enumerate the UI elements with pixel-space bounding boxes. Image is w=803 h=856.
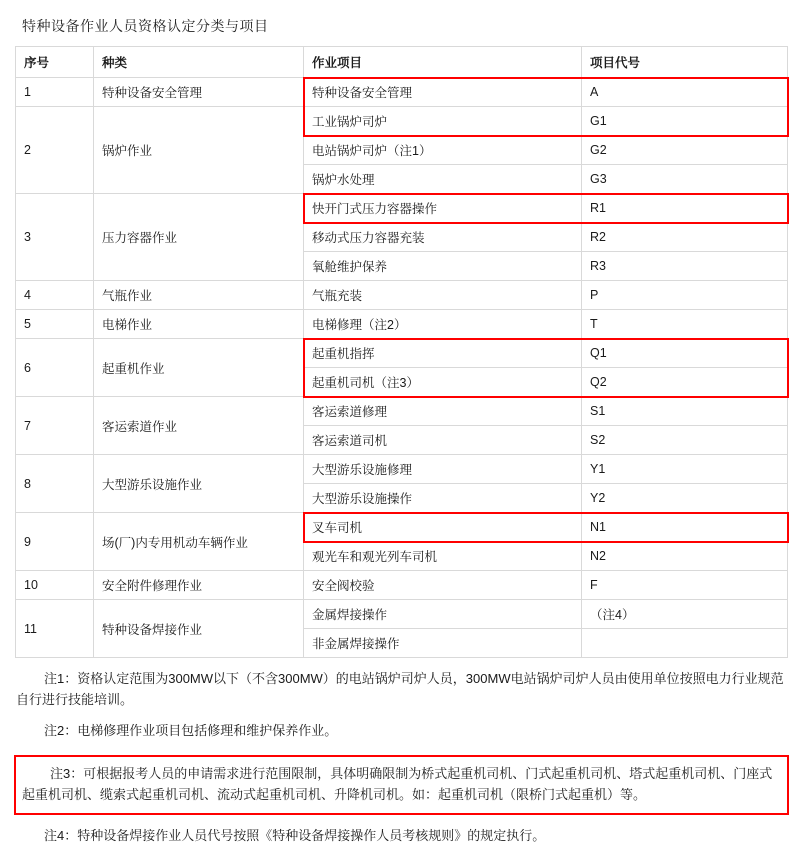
cell-work-item: 工业锅炉司炉: [304, 107, 582, 136]
notes-section: [14, 668, 789, 846]
page-title: 特种设备作业人员资格认定分类与项目: [22, 18, 269, 34]
cell-work-item: 气瓶充装: [304, 281, 582, 310]
cell-item-code: G3: [582, 165, 788, 194]
cell-kind: 特种设备安全管理: [94, 78, 304, 107]
cell-work-item: 安全阀校验: [304, 571, 582, 600]
cell-kind: 安全附件修理作业: [94, 571, 304, 600]
qualification-table: [15, 46, 788, 658]
cell-item-code: R1: [582, 194, 788, 223]
cell-seq: 9: [16, 513, 94, 571]
table-row: [16, 107, 788, 136]
cell-item-code: G1: [582, 107, 788, 136]
cell-item-code: Q1: [582, 339, 788, 368]
cell-kind: 锅炉作业: [94, 107, 304, 194]
note-2: 注2：电梯修理作业项目包括修理和维护保养作业。: [44, 723, 338, 738]
cell-kind: 特种设备焊接作业: [94, 600, 304, 658]
cell-work-item: 特种设备安全管理: [304, 78, 582, 107]
cell-seq: 11: [16, 600, 94, 658]
cell-work-item: 电站锅炉司炉（注1）: [304, 136, 582, 165]
cell-kind: 气瓶作业: [94, 281, 304, 310]
cell-item-code: F: [582, 571, 788, 600]
cell-kind: 电梯作业: [94, 310, 304, 339]
note-4: 注4：特种设备焊接作业人员代号按照《特种设备焊接操作人员考核规则》的规定执行。: [44, 828, 546, 843]
cell-item-code: S2: [582, 426, 788, 455]
cell-work-item: 电梯修理（注2）: [304, 310, 582, 339]
cell-work-item: 移动式压力容器充装: [304, 223, 582, 252]
column-header-kind: 种类: [94, 47, 304, 78]
cell-item-code: A: [582, 78, 788, 107]
cell-item-code: Y2: [582, 484, 788, 513]
table-row: [16, 310, 788, 339]
cell-seq: 6: [16, 339, 94, 397]
cell-work-item: 快开门式压力容器操作: [304, 194, 582, 223]
column-header-code: 项目代号: [582, 47, 788, 78]
cell-kind: 起重机作业: [94, 339, 304, 397]
table-row: [16, 78, 788, 107]
table-row: [16, 194, 788, 223]
cell-item-code: P: [582, 281, 788, 310]
cell-item-code: Y1: [582, 455, 788, 484]
cell-seq: 2: [16, 107, 94, 194]
table-row: [16, 281, 788, 310]
cell-seq: 7: [16, 397, 94, 455]
cell-kind: 场(厂)内专用机动车辆作业: [94, 513, 304, 571]
cell-seq: 4: [16, 281, 94, 310]
note-1: 注1：资格认定范围为300MW以下（不含300MW）的电站锅炉司炉人员，300MW电站锅炉司炉人员由使用单位按照电力行业规范自行进行技能培训。: [16, 671, 784, 707]
cell-seq: 10: [16, 571, 94, 600]
cell-item-code: S1: [582, 397, 788, 426]
cell-work-item: 金属焊接操作: [304, 600, 582, 629]
cell-item-code: [582, 629, 788, 658]
cell-item-code: Q2: [582, 368, 788, 397]
cell-item-code: N2: [582, 542, 788, 571]
cell-item-code: R2: [582, 223, 788, 252]
table-row: [16, 397, 788, 426]
table-header-row: [16, 47, 788, 78]
cell-work-item: 非金属焊接操作: [304, 629, 582, 658]
table-row: [16, 571, 788, 600]
cell-item-code: T: [582, 310, 788, 339]
note-3: [14, 755, 789, 815]
cell-work-item: 氧舱维护保养: [304, 252, 582, 281]
cell-item-code: N1: [582, 513, 788, 542]
cell-work-item: 客运索道修理: [304, 397, 582, 426]
cell-seq: 5: [16, 310, 94, 339]
table-row: [16, 600, 788, 629]
cell-kind: 大型游乐设施作业: [94, 455, 304, 513]
cell-seq: 3: [16, 194, 94, 281]
cell-kind: 压力容器作业: [94, 194, 304, 281]
cell-seq: 8: [16, 455, 94, 513]
cell-work-item: 大型游乐设施修理: [304, 455, 582, 484]
column-header-item: 作业项目: [304, 47, 582, 78]
cell-seq: 1: [16, 78, 94, 107]
table-header: [16, 47, 788, 78]
column-header-seq: 序号: [16, 47, 94, 78]
cell-work-item: 起重机司机（注3）: [304, 368, 582, 397]
cell-kind: 客运索道作业: [94, 397, 304, 455]
cell-work-item: 锅炉水处理: [304, 165, 582, 194]
cell-work-item: 起重机指挥: [304, 339, 582, 368]
cell-item-code: R3: [582, 252, 788, 281]
cell-work-item: 大型游乐设施操作: [304, 484, 582, 513]
note-3-text: 注3：可根据报考人员的申请需求进行范围限制，具体明确限制为桥式起重机司机、门式起重机司机、塔式起重机司机、门座式起重机司机、缆索式起重机司机、流动式起重机司机、升降机司机。如：起重机司机（限桥门式起重机）等。: [22, 766, 773, 802]
table-row: [16, 513, 788, 542]
table-row: [16, 339, 788, 368]
cell-work-item: 观光车和观光列车司机: [304, 542, 582, 571]
table-row: [16, 455, 788, 484]
cell-item-code: （注4）: [582, 600, 788, 629]
table-body: [16, 78, 788, 658]
cell-item-code: G2: [582, 136, 788, 165]
cell-work-item: 客运索道司机: [304, 426, 582, 455]
cell-work-item: 叉车司机: [304, 513, 582, 542]
